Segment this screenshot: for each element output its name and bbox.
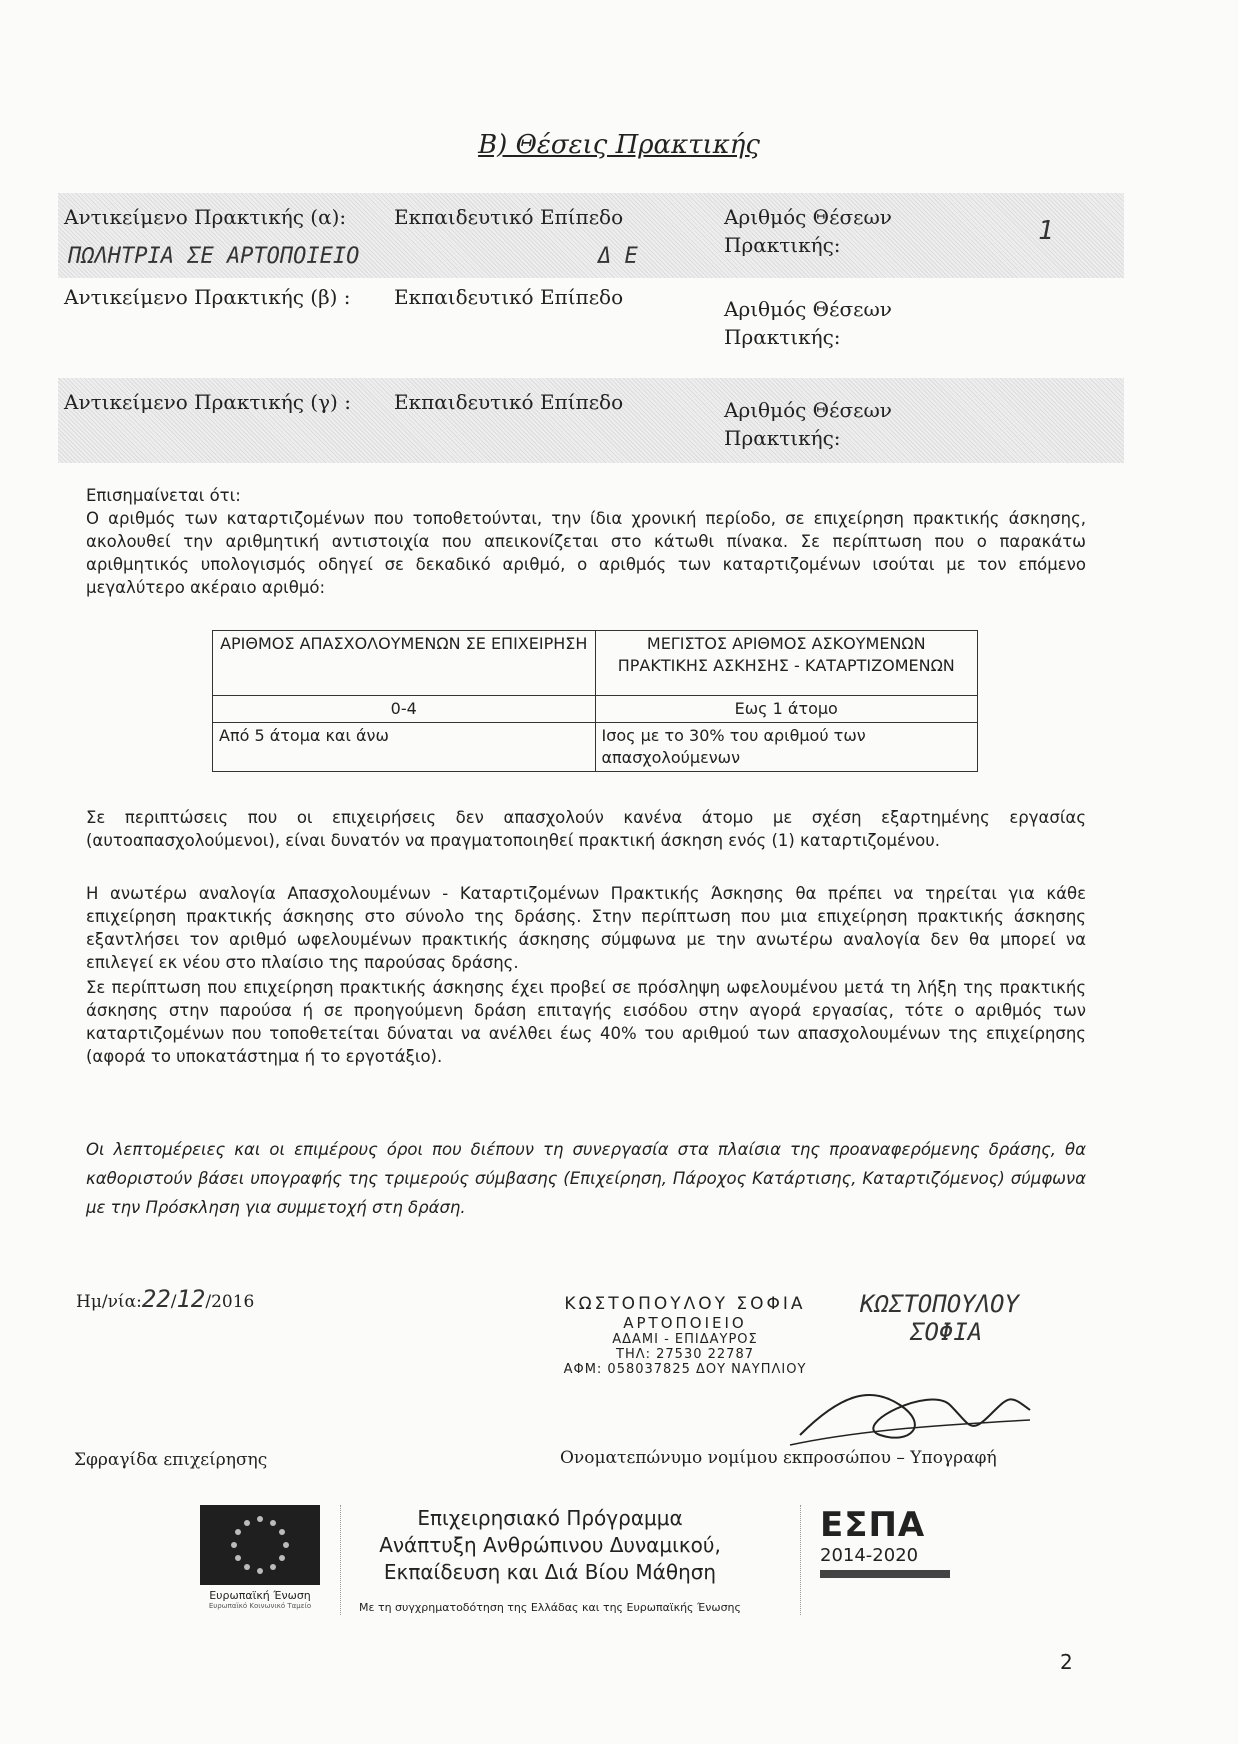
stamp-business: ΑΡΤΟΠΟΙΕΙΟ: [623, 1314, 747, 1332]
espa-title: ΕΣΠΑ: [820, 1505, 926, 1545]
espa-logo: [820, 1505, 960, 1578]
positions-label: Αριθμός Θέσεων Πρακτικής:: [724, 205, 892, 257]
date-line: Ημ/νία:22/12/2016: [76, 1285, 255, 1313]
date-month: 12: [176, 1285, 206, 1313]
signature-scribble: [780, 1375, 1040, 1455]
object-label: Αντικείμενο Πρακτικής (γ) :: [64, 390, 351, 414]
handwritten-firstname: ΣΟΦΙΑ: [910, 1318, 983, 1346]
section-title: Β) Θέσεις Πρακτικής: [478, 130, 760, 160]
program-line-2: Ανάπτυξη Ανθρώπινου Δυναμικού,: [379, 1533, 721, 1557]
signature-label: Ονοματεπώνυμο νομίμου εκπροσώπου – Υπογραφή: [560, 1448, 997, 1468]
footer-logos: [200, 1505, 1040, 1615]
object-label: Αντικείμενο Πρακτικής (α):: [64, 205, 347, 229]
date-year: /2016: [205, 1292, 255, 1312]
eu-flag-icon: [200, 1505, 320, 1585]
note-intro: Επισημαίνεται ότι:: [86, 486, 241, 505]
practice-row-b: [58, 283, 1124, 368]
espa-years: 2014-2020: [820, 1545, 919, 1566]
practice-positions-table: [58, 193, 1124, 463]
paragraph-terms: Οι λεπτομέρειες και οι επιμέρους όροι που διέπουν τη συνεργασία στα πλαίσια της προαναφερόμενης δράσης, θα καθοριστούν βάσει υπογραφής της τριμερούς σύμβασης (Επιχείρηση, Πάροχος Κατάρτισης, Καταρτιζόμενος) σύμφωνα με την Πρόσκληση για συμμετοχή στη δράση.: [86, 1140, 1086, 1217]
object-label: Αντικείμενο Πρακτικής (β) :: [64, 285, 351, 309]
handwritten-object: ΠΩΛΗΤΡΙΑ ΣΕ ΑΡΤΟΠΟΙΕΙΟ: [68, 244, 360, 269]
handwritten-surname: ΚΩΣΤΟΠΟΥΛΟΥ: [860, 1290, 1019, 1318]
cofunding-note: Με τη συγχρηματοδότηση της Ελλάδας και της Ευρωπαϊκής Ένωσης: [359, 1601, 741, 1614]
divider: [800, 1505, 802, 1615]
header-cell: ΑΡΙΘΜΟΣ ΑΠΑΣΧΟΛΟΥΜΕΝΩΝ ΣΕ ΕΠΙΧΕΙΡΗΣΗ: [213, 631, 596, 696]
divider: [340, 1505, 342, 1615]
program-line-1: Επιχειρησιακό Πρόγραμμα: [417, 1506, 683, 1530]
handwritten-level: Δ Ε: [598, 244, 638, 269]
stamp-tax-id: ΑΦΜ: 058037825 ΔΟΥ ΝΑΥΠΛΙΟΥ: [563, 1362, 807, 1377]
esf-label: Ευρωπαϊκό Κοινωνικό Ταμείο: [208, 1602, 312, 1610]
table-row: [213, 696, 978, 723]
table-cell: Ισος με το 30% του αριθμού των απασχολούμενων: [595, 723, 978, 772]
stamp-phone: ΤΗΛ: 27530 22787: [616, 1347, 754, 1362]
handwritten-name: [860, 1290, 1019, 1346]
paragraph-ratio: Η ανωτέρω αναλογία Απασχολουμένων - Καταρτιζομένων Πρακτικής Άσκησης θα πρέπει να τηρείται για κάθε επιχείρηση πρακτικής άσκησης στο σύνολο της δράσης. Στην περίπτωση που μια επιχείρηση πρακτικής άσκησης εξαντλήσει τον αριθμό ωφελουμένων πρακτικής άσκησης σύμφωνα με την ανωτέρω αναλογία δεν θα μπορεί να επιλεγεί εκ νέου στο πλαίσιο της παρούσας δράσης.: [86, 884, 1086, 972]
paragraph-hiring: Σε περίπτωση που επιχείρηση πρακτικής άσκησης έχει προβεί σε πρόσληψη ωφελουμένου μετά τη λήξη της πρακτικής άσκησης στην παρούσα ή σε προηγούμενη δράση επιταγής εισόδου στην αγορά εργασίας, τότε ο αριθμός των καταρτιζομένων που τοποθετείται δύναται να ανέλθει έως 40% του αριθμού των απασχολουμένων της επιχείρησης (αφορά το υποκατάστημα ή το εργοτάξιο).: [86, 978, 1086, 1066]
practice-row-c: [58, 378, 1124, 463]
table-row: [213, 631, 978, 696]
level-label: Εκπαιδευτικό Επίπεδο: [394, 285, 624, 309]
positions-value: 1: [1038, 216, 1054, 246]
positions-label: Αριθμός Θέσεων Πρακτικής:: [724, 297, 892, 349]
table-cell: Εως 1 άτομο: [595, 696, 978, 723]
ratio-table: [212, 630, 978, 772]
seal-label: Σφραγίδα επιχείρησης: [74, 1450, 268, 1470]
company-stamp: [540, 1294, 830, 1377]
stamp-address: ΑΔΑΜΙ - ΕΠΙΔΑΥΡΟΣ: [612, 1332, 758, 1347]
table-cell: Από 5 άτομα και άνω: [213, 723, 596, 772]
table-row: [213, 723, 978, 772]
level-label: Εκπαιδευτικό Επίπεδο: [394, 390, 624, 414]
espa-bar: [820, 1570, 950, 1578]
level-label: Εκπαιδευτικό Επίπεδο: [394, 205, 624, 229]
date-label: Ημ/νία:: [76, 1292, 142, 1312]
positions-label: Αριθμός Θέσεων Πρακτικής:: [724, 398, 892, 450]
header-cell: ΜΕΓΙΣΤΟΣ ΑΡΙΘΜΟΣ ΑΣΚΟΥΜΕΝΩΝ ΠΡΑΚΤΙΚΗΣ ΑΣΚΗΣΗΣ - ΚΑΤΑΡΤΙΖΟΜΕΝΩΝ: [595, 631, 978, 696]
page-number: 2: [1060, 1650, 1073, 1674]
paragraph-self-employed: Σε περιπτώσεις που οι επιχειρήσεις δεν απασχολούν κανένα άτομο με σχέση εξαρτημένης εργασίας (αυτοαπασχολούμενοι), είναι δυνατόν να πραγματοποιηθεί πρακτική άσκηση ενός (1) καταρτιζομένου.: [86, 808, 1086, 850]
note-block: [86, 484, 1086, 599]
date-day: 22: [141, 1285, 171, 1313]
note-body: Ο αριθμός των καταρτιζομένων που τοποθετούνται, την ίδια χρονική περίοδο, σε επιχείρηση πρακτικής άσκησης, ακολουθεί την αριθμητική αντιστοιχία που απεικονίζεται στο κάτωθι πίνακα. Σε περίπτωση που ο παρακάτω αριθμητικός υπολογισμός οδηγεί σε δεκαδικό αριθμό, ο αριθμός των καταρτιζομένων ισούται με τον επόμενο μεγαλύτερο ακέραιο αριθμό:: [86, 509, 1086, 597]
eu-logo: [200, 1505, 320, 1610]
stamp-name: ΚΩΣΤΟΠΟΥΛΟΥ ΣΟΦΙΑ: [564, 1294, 806, 1314]
eu-label: Ευρωπαϊκή Ένωση: [209, 1589, 311, 1602]
program-block: [350, 1505, 750, 1621]
practice-row-a: [58, 193, 1124, 278]
table-cell: 0-4: [213, 696, 596, 723]
program-line-3: Εκπαίδευση και Διά Βίου Μάθηση: [383, 1560, 717, 1584]
